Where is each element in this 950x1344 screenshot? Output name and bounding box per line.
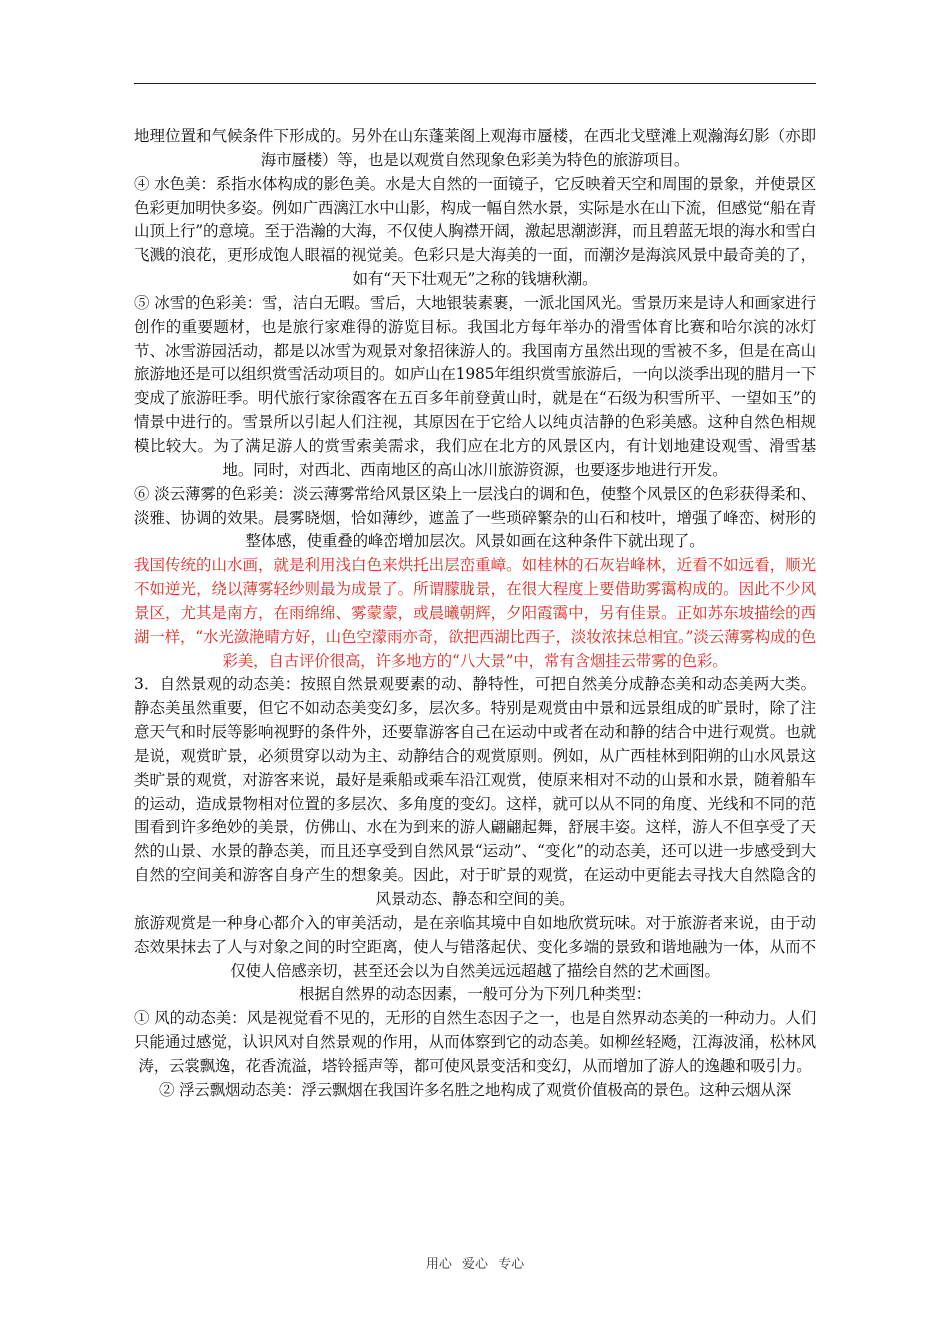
paragraph: 地理位置和气候条件下形成的。另外在山东蓬莱阁上观海市蜃楼，在西北戈壁滩上观瀚海幻影（亦即海市蜃楼）等，也是以观赏自然现象色彩美为特色的旅游项目。 <box>134 127 816 169</box>
document-body <box>134 125 816 1103</box>
paragraph: ④ 水色美：系指水体构成的影色美。水是大自然的一面镜子，它反映着天空和周围的景象，并使景区色彩更加明快多姿。例如广西漓江水中山影，构成一幅自然水景，实际是水在山下流，但感觉“船在青山顶上行”的意境。至于浩瀚的大海，不仅使人胸襟开阔，激起思潮澎湃，而且碧蓝无垠的海水和雪白飞溅的浪花，更形成饱人眼福的视觉美。色彩只是大海美的一面，而潮汐是海滨风景中最奇美的了，如有“天下壮观无”之称的钱塘秋潮。 <box>134 174 816 289</box>
paragraph: ① 风的动态美：风是视觉看不见的，无形的自然生态因子之一，也是自然界动态美的一种动力。人们只能通过感觉，认识风对自然景观的作用，从而体察到它的动态美。如柳丝轻飏，江海波涌，松林风涛，云裳飘逸，花香流溢，塔铃摇声等，都可使风景变活和变幻，从而增加了游人的逸趣和吸引力。 <box>134 1009 816 1075</box>
paragraph: 旅游观赏是一种身心都介入的审美活动，是在亲临其境中自如地欣赏玩味。对于旅游者来说，由于动态效果抹去了人与对象之间的时空距离，使人与错落起伏、变化多端的景致和谐地融为一体，从而不仅使人倍感亲切，甚至还会以为自然美远远超越了描绘自然的艺术画图。 <box>134 913 816 980</box>
paragraph: ⑥ 淡云薄雾的色彩美：淡云薄雾常给风景区染上一层浅白的调和色，使整个风景区的色彩获得柔和、淡雅、协调的效果。晨雾晓烟，恰如薄纱，遮盖了一些琐碎繁杂的山石和枝叶，增强了峰峦、树形的整体感，使重叠的峰峦增加层次。风景如画在这种条件下就出现了。 <box>134 484 816 551</box>
paragraph: ⑤ 冰雪的色彩美：雪，洁白无暇。雪后，大地银装素裹，一派北国风光。雪景历来是诗人和画家进行创作的重要题材，也是旅行家难得的游览目标。我国北方每年举办的滑雪体育比赛和哈尔滨的冰灯节、冰雪游园活动，都是以冰雪为观景对象招徕游人的。我国南方虽然出现的雪被不多，但是在高山旅游地还是可以组织赏雪活动项目的。如庐山在1985年组织赏雪旅游后，一向以淡季出现的腊月一下变成了旅游旺季。明代旅行家徐霞客在五百多年前登黄山时，就是在“石级为积雪所平、一望如玉”的情景中进行的。雪景所以引起人们注视，其原因在于它给人以纯贞洁静的色彩美感。这种自然色相规模比较大。为了满足游人的赏雪索美需求，我们应在北方的风景区内，有计划地建设观雪、滑雪基地。同时，对西北、西南地区的高山冰川旅游资源，也要逐步地进行开发。 <box>134 293 816 479</box>
paragraph: ② 浮云飘烟动态美：浮云飘烟在我国许多名胜之地构成了观赏价值极高的景色。这种云烟从深 <box>158 1080 792 1099</box>
page-footer: 用心 爱心 专心 <box>425 1257 525 1272</box>
paragraph: 根据自然界的动态因素，一般可分为下列几种类型： <box>299 985 651 1004</box>
header-rule <box>134 83 816 84</box>
paragraph: 3．自然景观的动态美：按照自然景观要素的动、静特性，可把自然美分成静态美和动态美两大类。静态美虽然重要，但它不如动态美变幻多，层次多。特别是观赏由中景和远景组成的旷景时，除了注意天气和时辰等影响视野的条件外，还要靠游客自己在运动中或者在动和静的结合中进行观赏。也就是说，观赏旷景，必须贯穿以动为主、动静结合的观赏原则。例如，从广西桂林到阳朔的山水风景这类旷景的观赏，对游客来说，最好是乘船或乘车沿江观赏，使原来相对不动的山景和水景，随着船车的运动，造成景物相对位置的多层次、多角度的变幻。这样，就可以从不同的角度、光线和不同的范围看到许多绝妙的美景，仿佛山、水在为到来的游人翩翩起舞，舒展丰姿。这样，游人不但享受了天然的山景、水景的静态美，而且还享受到自然风景“运动”、“变化”的动态美，还可以进一步感受到大自然的空间美和游客自身产生的想象美。因此，对于旷景的观赏，在运动中更能去寻找大自然隐含的风景动态、静态和空间的美。 <box>134 675 816 908</box>
highlighted-paragraph: 我国传统的山水画，就是利用浅白色来烘托出层峦重嶂。如桂林的石灰岩峰林，近看不如远看，顺光不如逆光，绕以薄雾轻纱则最为成景了。所谓朦胧景，在很大程度上要借助雾霭构成的。因此不少风景区，尤其是南方，在雨绵绵、雾蒙蒙，或晨曦朝辉，夕阳霞霭中，另有佳景。正如苏东坡描绘的西湖一样，“水光潋滟晴方好，山色空濛雨亦奇，欲把西湖比西子，淡妆浓抹总相宜。”淡云薄雾构成的色彩美，自古评价很高，许多地方的“八大景”中，常有含烟挂云带雾的色彩。 <box>134 556 816 670</box>
